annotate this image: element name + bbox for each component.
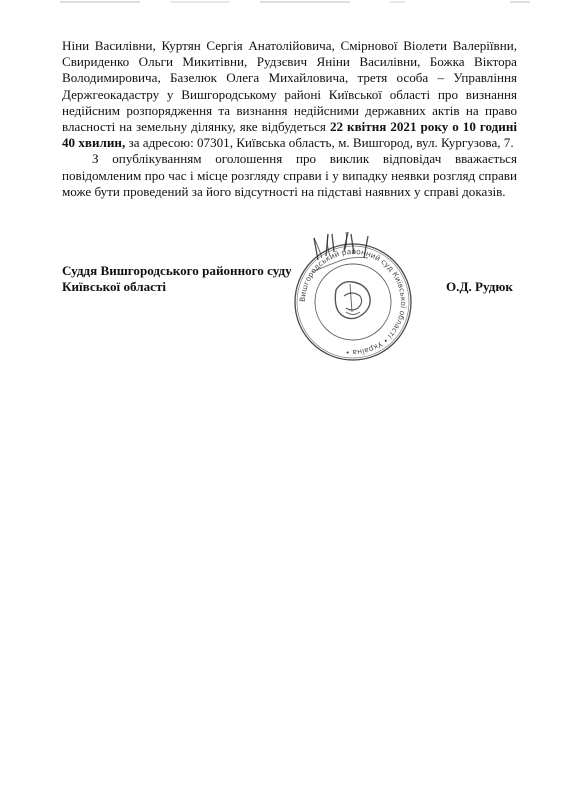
judge-title-line2: Київської області	[62, 279, 167, 295]
court-seal-stamp	[288, 232, 418, 362]
judge-name: О.Д. Рудюк	[446, 279, 513, 294]
scan-edge-marks	[60, 0, 530, 6]
paragraph-hearing-notice	[62, 38, 517, 151]
hearing-address: за адресою: 07301, Київська область, м. Вишгород, вул. Кургузова, 7.	[125, 135, 514, 151]
paragraph-notice-consequence: З опублікуванням оголошення про виклик відповідач вважається повідомленим про час і місце розгляду справи і у випадку неявки розгляд справи може бути проведений за його відсутності на підставі наявних у справі доказів.	[62, 151, 517, 199]
judge-title-line1: Суддя Вишгородського районного суду	[62, 263, 292, 278]
body-text	[62, 38, 517, 200]
svg-text:Вишгородський районний суд Киї	[298, 247, 408, 357]
seal-ring-text: Вишгородський районний суд Київської області • Україна •	[297, 246, 409, 358]
judge-title	[62, 263, 292, 295]
hearing-date: 22 квітня 2021 року о 10 годині 40 хвилин,	[62, 119, 518, 151]
paragraph-hearing-text: Ніни Василівни, Куртян Сергія Анатолійовича, Смірнової Віолети Валеріївни, Свириденко Ольги Микитівни, Рудзєвич Яніни Василівни, Божка Віктора Володимировича, Базелюк Олега Михайловича, третя особа – Управління Держгеокадастру у Вишгородському районі Київської області про визнання недійсним розпорядження та визнання недійсними державних актів на право власності на земельну ділянку, яке відбудеться	[62, 38, 517, 135]
